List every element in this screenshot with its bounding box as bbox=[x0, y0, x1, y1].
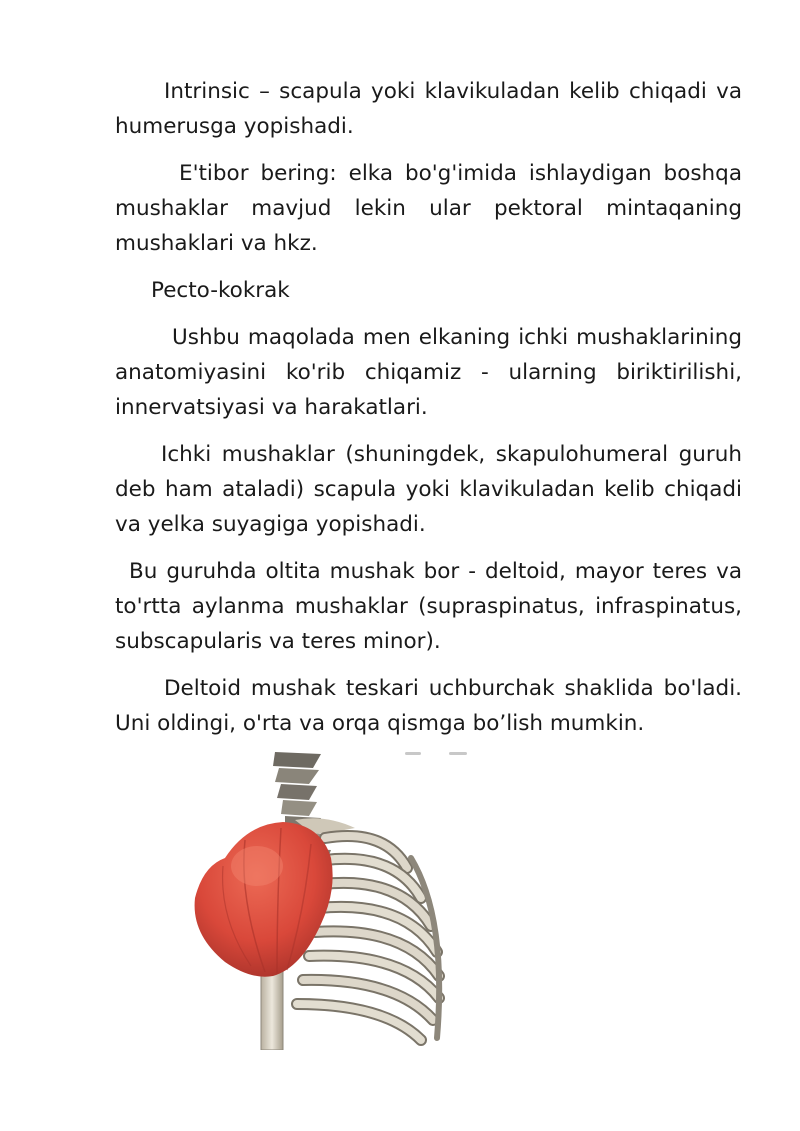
paragraph-deltoid: Deltoid mushak teskari uchburchak shaklida bo'ladi. Uni oldingi, o'rta va orqa qismga bo’lish mumkin. bbox=[115, 676, 742, 736]
paragraph-intrinsic-muscles: Ichki mushaklar (shuningdek, skapulohumeral guruh deb ham ataladi) scapula yoki klavikuladan kelib chiqadi va yelka suyagiga yopishadi. bbox=[115, 442, 742, 537]
paragraph-six-muscles: Bu guruhda oltita mushak bor - deltoid, mayor teres va to'rtta aylanma mushaklar (supraspinatus, infraspinatus, subscapularis va teres minor). bbox=[115, 559, 742, 654]
paragraph-pecto: Pecto-kokrak bbox=[151, 278, 290, 303]
faint-marks bbox=[405, 752, 467, 755]
body-text bbox=[115, 74, 742, 753]
paragraph-intrinsic: Intrinsic – scapula yoki klavikuladan kelib chiqadi va humerusga yopishadi. bbox=[115, 79, 742, 139]
skeleton-muscle-image bbox=[185, 748, 485, 1050]
deltoid-illustration bbox=[185, 748, 485, 1050]
paragraph-note: E'tibor bering: elka bo'g'imida ishlaydigan boshqa mushaklar mavjud lekin ular pektoral mintaqaning mushaklari va hkz. bbox=[115, 161, 742, 256]
paragraph-article-intro: Ushbu maqolada men elkaning ichki mushaklarining anatomiyasini ko'rib chiqamiz - ularning biriktirilishi, innervatsiyasi va harakatlari. bbox=[115, 325, 742, 420]
